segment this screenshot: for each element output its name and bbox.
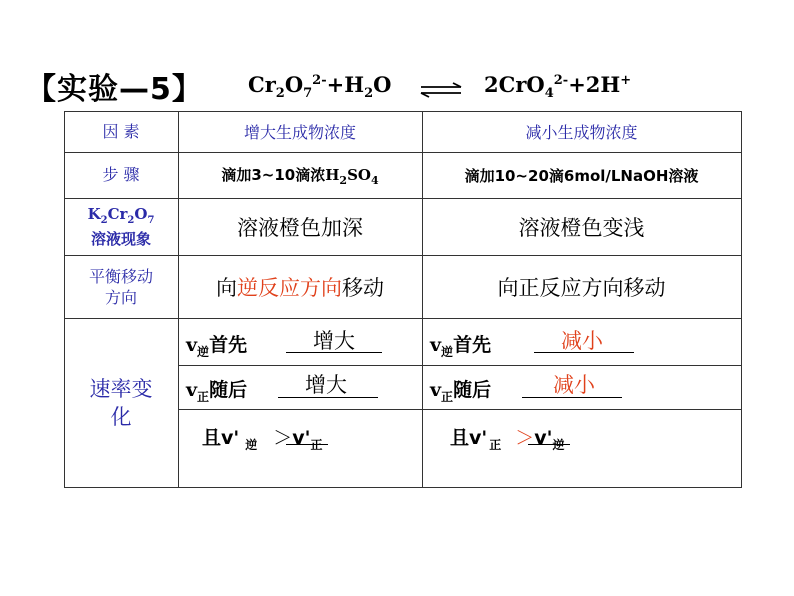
rate-dec-reverse-first: $v_逆$首先 (430, 334, 492, 359)
steps-label: 步 骤 (102, 165, 140, 184)
rate-change-label: 速率变 化 (89, 376, 153, 429)
equation-right: 2CrO$_4^{2-}$+2H+ (484, 72, 632, 102)
rate-dec-forward-answer: 减小 (553, 373, 595, 397)
rate-inc-forward-then: $v_正$随后 (186, 379, 248, 404)
phenomenon-label: $K_2Cr_2O_7$ 溶液现象 (87, 205, 155, 248)
rate-inc-forward-answer: 增大 (305, 373, 347, 397)
rate-dec-reverse-answer: 减小 (561, 329, 603, 353)
rate-dec-compare: 且v' $_正 >v'_逆$ (450, 427, 565, 452)
equilibrium-arrow-icon (420, 82, 462, 98)
experiment-title: 【实验—5】 (26, 72, 203, 107)
steps-increase: 滴加3~10滴浓$H_2SO_4$ (221, 165, 379, 187)
direction-increase: 向逆反应方向移动 (216, 275, 384, 300)
rate-inc-reverse-first: $v_逆$首先 (186, 334, 248, 359)
direction-decrease: 向正反应方向移动 (497, 275, 666, 300)
factor-label: 因 素 (102, 121, 140, 141)
phenomenon-increase: 溶液橙色加深 (237, 215, 363, 240)
rate-inc-reverse-answer: 增大 (313, 329, 355, 353)
steps-decrease: 滴加10~20滴6mol/LNaOH溶液 (464, 166, 699, 185)
phenomenon-decrease: 溶液橙色变浅 (518, 215, 645, 240)
rate-inc-compare: 且v' $_逆 >v'_正$ (202, 427, 323, 452)
direction-label: 平衡移动 方向 (88, 266, 153, 307)
decrease-product-header: 减小生成物浓度 (525, 123, 638, 142)
equation-left: $Cr_2O_7^{2-}+H_2O$ (248, 72, 392, 102)
comparison-table (64, 111, 742, 488)
rate-dec-forward-then: $v_正$随后 (430, 379, 492, 404)
increase-product-header: 增大生成物浓度 (243, 123, 356, 142)
